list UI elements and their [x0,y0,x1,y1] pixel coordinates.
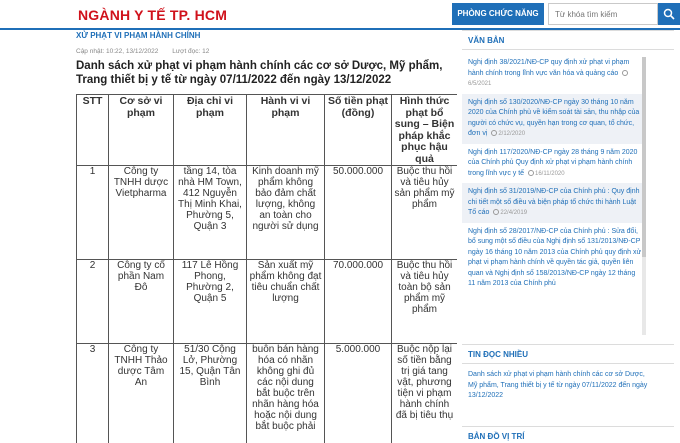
sidebar-scrollbar[interactable] [642,57,646,335]
document-item-text[interactable]: Nghị định số 28/2017/NĐ-CP của Chính phủ : Sửa đổi, bổ sung một số điều của Nghị định số 131/2013/NĐ-CP ngày 16 tháng 10 năm 2013 của Chính phủ quy định xử phạt vi phạm hành chính về quyền tác giả, quyền liên quan và Nghị định số 158/2013/NĐ-CP ngày 12 tháng 11 năm 2013 của Chính phủ [468,227,642,287]
document-item[interactable] [462,144,642,184]
table-header-row [77,95,458,166]
col-header-violation: Hành vi vi phạm [247,95,325,166]
table-row [77,260,458,344]
clock-icon [493,209,499,215]
document-item-text[interactable]: Nghị định số 130/2020/NĐ-CP ngày 30 tháng 10 năm 2020 của Chính phủ về kiểm soát tài sản, thu nhập của người có chức vụ, quyền hạn trong cơ quan, tổ chức, đơn vị [468,98,640,137]
cell-facility: Công ty TNHH dược Vietpharma [109,166,174,260]
cell-remedy: Buộc thu hồi và tiêu hủy sản phẩm mỹ phẩm [392,166,458,260]
document-item-date: 6/5/2021 [468,81,492,87]
breadcrumb[interactable]: XỬ PHẠT VI PHẠM HÀNH CHÍNH [76,31,201,40]
table-row [77,166,458,260]
cell-remedy: Buộc nộp lại số tiền bằng trị giá tang vật, phương tiện vi phạm hành chính đã bị tiêu thụ [392,344,458,443]
table-row [77,344,458,443]
cell-address: 51/30 Cộng Lở, Phường 15, Quận Tân Bình [174,344,247,443]
functions-menu-button[interactable]: PHÒNG CHỨC NĂNG [452,3,544,25]
cell-facility: Công ty cổ phần Nam Đô [109,260,174,344]
sidebar-ban-do-title: BẢN ĐỒ VỊ TRÍ [462,426,674,443]
clock-icon [491,130,497,136]
search-input[interactable] [555,4,657,24]
document-item-text[interactable]: Nghị định 38/2021/NĐ-CP quy định xử phạt vi phạm hành chính trong lĩnh vực văn hóa và quảng cáo [468,59,630,77]
clock-icon [622,70,628,76]
document-item[interactable] [462,223,642,294]
cell-address: tầng 14, tòa nhà HM Town, 412 Nguyễn Thị Minh Khai, Phường 5, Quận 3 [174,166,247,260]
sidebar-tin-doc-nhieu-title: TIN ĐỌC NHIỀU [462,344,674,364]
sidebar-van-ban-title: VĂN BẢN [462,30,674,50]
cell-violation: Sản xuất mỹ phẩm không đạt tiêu chuẩn chất lượng [247,260,325,344]
cell-stt: 2 [77,260,109,344]
cell-stt: 3 [77,344,109,443]
scrollbar-thumb[interactable] [642,57,646,257]
col-header-fine: Số tiền phạt (đồng) [325,95,392,166]
cell-stt: 1 [77,166,109,260]
col-header-stt: STT [77,95,109,166]
updated-time: Cập nhật: 10:22, 13/12/2022 [76,48,159,55]
document-item-date: 22/4/2019 [500,210,528,216]
cell-violation: buôn bán hàng hóa có nhãn không ghi đủ các nội dung bắt buộc trên nhãn hàng hóa hoặc nội dung bắt buộc phải [247,344,325,443]
col-header-remedy: Hình thức phạt bổ sung – Biện pháp khắc phục hậu quả [392,95,458,166]
document-item-date: 2/12/2020 [498,131,526,137]
document-item-date: 16/11/2020 [535,170,565,177]
cell-facility: Công ty TNHH Thảo dược Tâm An [109,344,174,443]
sidebar-document-list [462,54,642,294]
violation-table [76,94,457,443]
violation-table-container [76,94,457,443]
article-title: Danh sách xử phạt vi phạm hành chính các cơ sở Dược, Mỹ phẩm, Trang thiết bị y tế từ ngày 07/11/2022 đến ngày 13/12/2022 [76,60,443,86]
top-header [0,0,680,30]
view-count: Lượt đọc: 12 [172,48,210,55]
col-header-address: Địa chỉ vi phạm [174,95,247,166]
cell-fine: 70.000.000 [325,260,392,344]
article-meta [76,48,221,55]
search-button[interactable] [658,3,680,25]
search-icon [663,8,675,20]
document-item[interactable] [462,54,642,94]
most-read-item[interactable]: Danh sách xử phạt vi phạm hành chính các cơ sở Dược, Mỹ phẩm, Trang thiết bị y tế từ ngày 07/11/2022 đến ngày 13/12/2022 [468,371,648,399]
cell-violation: Kinh doanh mỹ phẩm không bảo đảm chất lượng, không an toàn cho người sử dụng [247,166,325,260]
clock-icon [528,170,534,176]
cell-address: 117 Lê Hồng Phong, Phường 2, Quận 5 [174,260,247,344]
cell-remedy: Buộc thu hồi và tiêu hủy toàn bộ sản phẩm mỹ phẩm [392,260,458,344]
document-item-text[interactable]: Nghị định số 31/2019/NĐ-CP của Chính phủ : Quy định chi tiết một số điều và biện pháp tổ chức thi hành Luật Tố cáo [468,188,640,216]
cell-fine: 5.000.000 [325,344,392,443]
col-header-facility: Cơ sở vi phạm [109,95,174,166]
cell-fine: 50.000.000 [325,166,392,260]
site-brand[interactable]: NGÀNH Y TẾ TP. HCM [78,7,228,23]
document-item[interactable] [462,183,642,223]
document-item[interactable] [462,94,642,144]
search-field[interactable] [548,3,658,25]
document-item-text[interactable]: Nghị định 117/2020/NĐ-CP ngày 28 tháng 9 năm 2020 của Chính phủ Quy định xử phạt vi phạm hành chính trong lĩnh vực y tế [468,148,638,177]
